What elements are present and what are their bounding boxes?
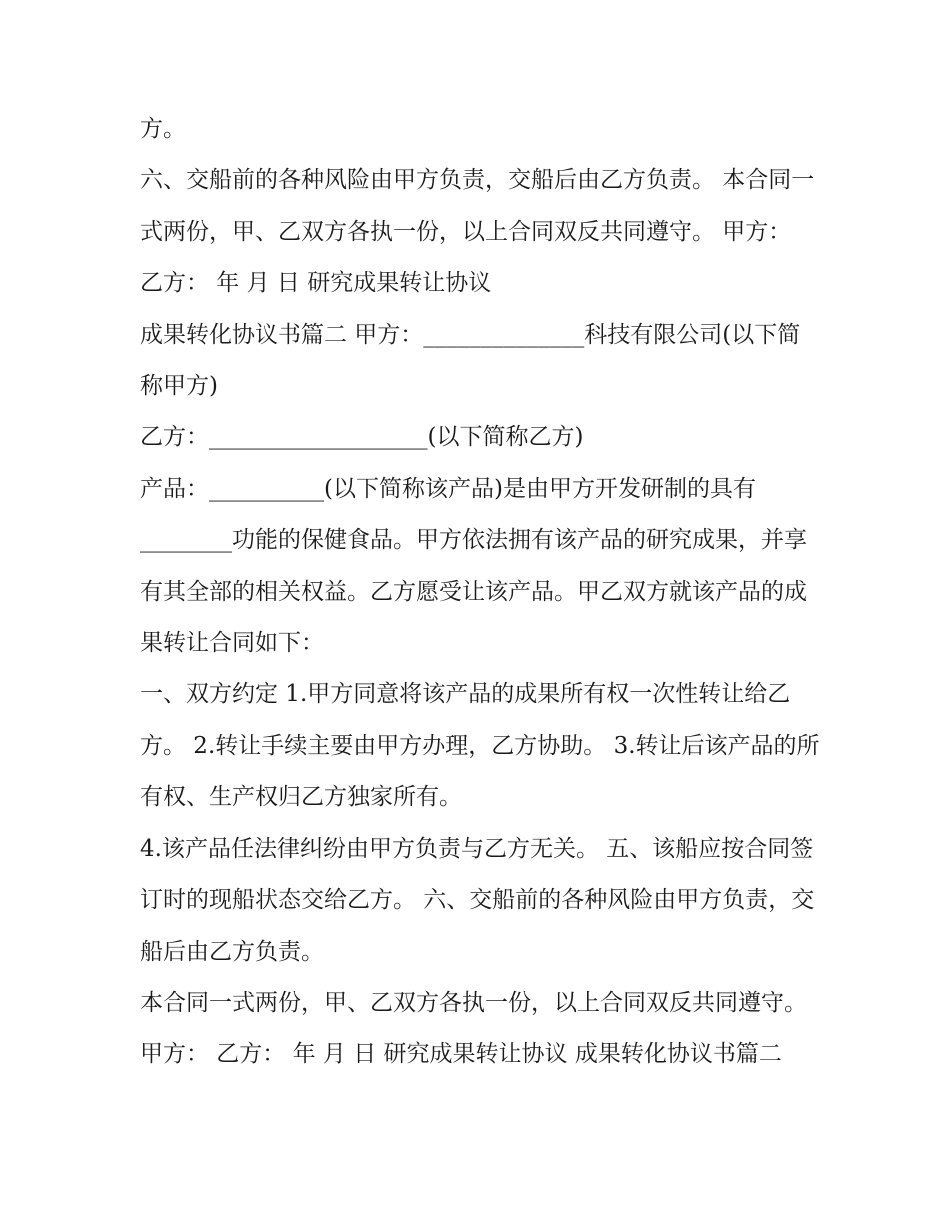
paragraph: 一、双方约定 1.甲方同意将该产品的成果所有权一次性转让给乙方。 2.转让手续主要由甲方办理，乙方协助。 3.转让后该产品的所有权、生产权归乙方独家所有。 xyxy=(140,681,820,811)
paragraph: 乙方：___________________(以下简称乙方) xyxy=(140,424,584,451)
paragraph: 成果转化协议书篇二 甲方：______________科技有限公司(以下简称甲方) xyxy=(140,321,801,400)
document-body xyxy=(140,104,820,1081)
paragraph: 4.该产品任法律纠纷由甲方负责与乙方无关。 五、该船应按合同签订时的现船状态交给乙方。 六、交船前的各种风险由甲方负责，交船后由乙方负责。 xyxy=(140,835,815,965)
paragraph: 产品：__________(以下简称该产品)是由甲方开发研制的具有________功能的保健食品。甲方依法拥有该产品的研究成果，并享有其全部的相关权益。乙方愿受让该产品。甲乙双方就该产品的成果转让合同如下： xyxy=(140,475,807,657)
paragraph: 本合同一式两份，甲、乙双方各执一份，以上合同双反共同遵守。 甲方： 乙方： 年 月 日 研究成果转让协议 成果转化协议书篇二 xyxy=(140,989,807,1068)
paragraph: 六、交船前的各种风险由甲方负责，交船后由乙方负责。 本合同一式两份，甲、乙双方各执一份，以上合同双反共同遵守。 甲方： 乙方： 年 月 日 研究成果转让协议 xyxy=(140,167,815,297)
paragraph: 方。 xyxy=(140,116,186,142)
